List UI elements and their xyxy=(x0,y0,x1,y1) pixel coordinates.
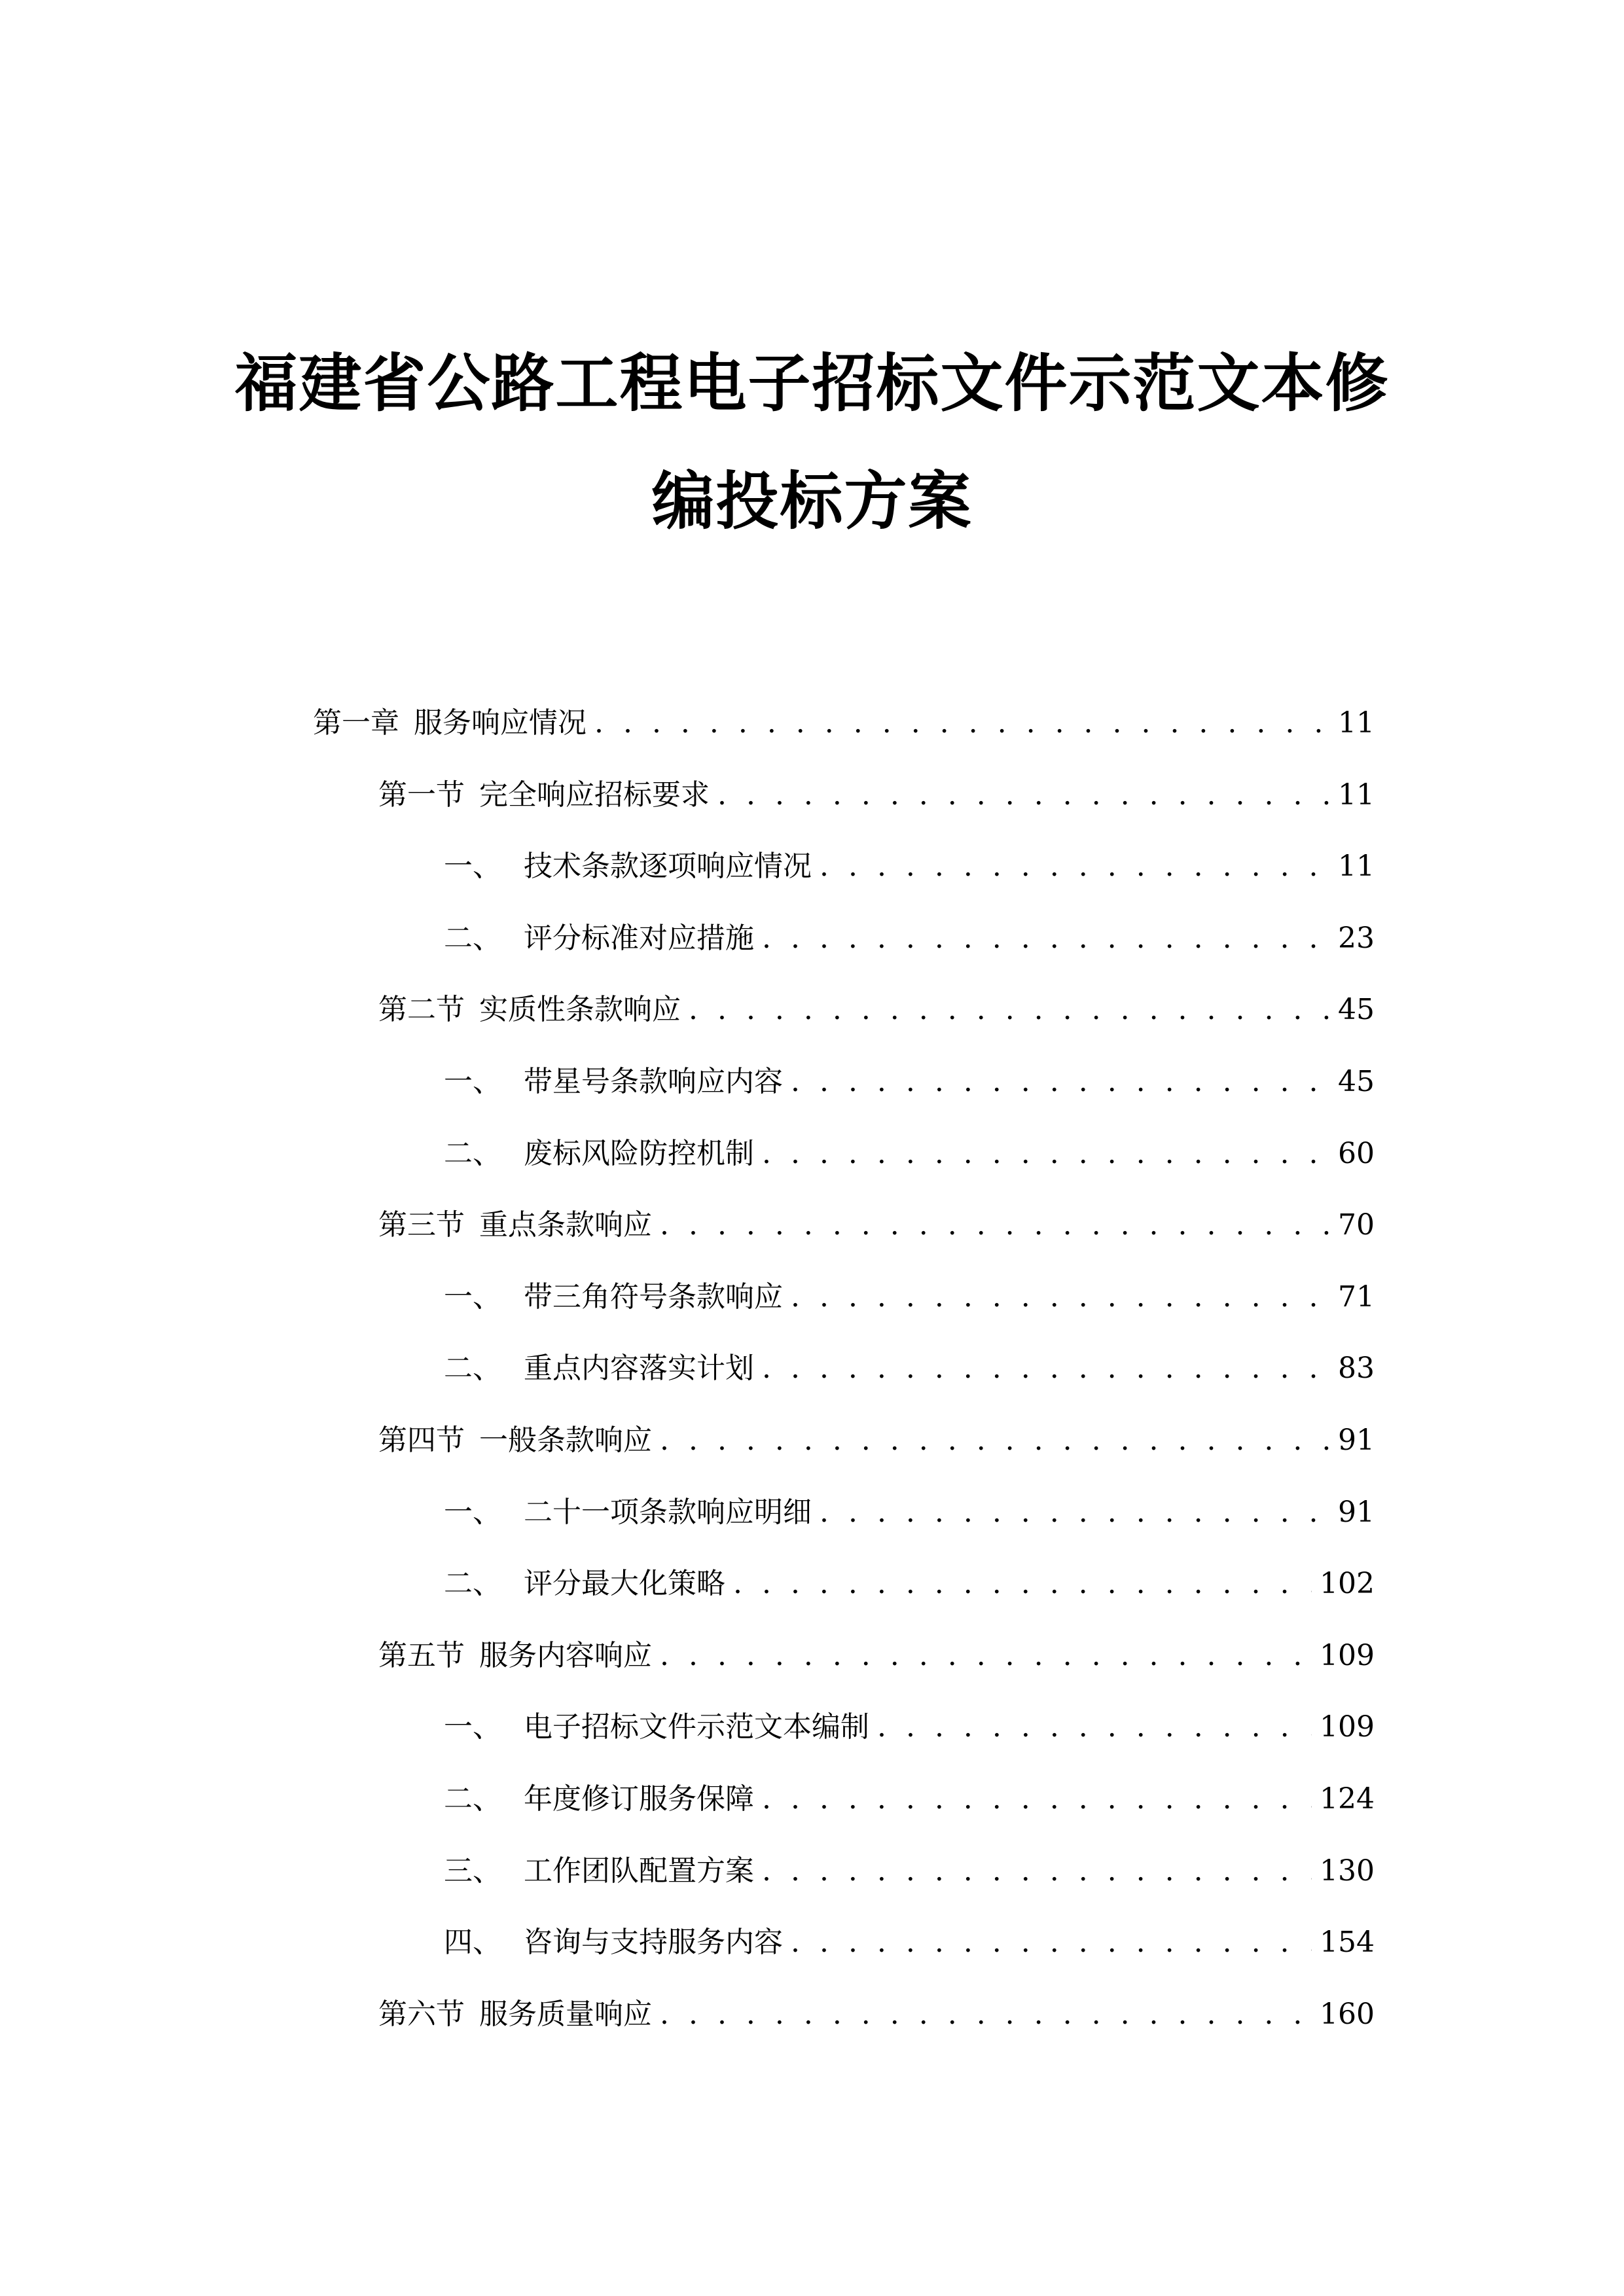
toc-entry-label: 带星号条款响应内容 xyxy=(524,1065,783,1098)
toc-entry-label: 评分最大化策略 xyxy=(524,1567,725,1601)
toc-entry-label: 评分标准对应措施 xyxy=(524,921,754,955)
toc-entry-label: 完全响应招标要求 xyxy=(479,778,710,812)
toc-dot-leader xyxy=(762,1776,1312,1822)
toc-entry-page: 109 xyxy=(1320,1638,1375,1672)
toc-dot-leader xyxy=(689,987,1330,1033)
toc-entry-label: 废标风险防控机制 xyxy=(524,1136,754,1170)
toc-entry-label: 重点条款响应 xyxy=(479,1208,652,1242)
toc-dot-leader xyxy=(660,1202,1330,1248)
toc-dot-leader xyxy=(762,1346,1330,1391)
toc-entry-label: 咨询与支持服务内容 xyxy=(524,1926,783,1960)
toc-entry-label: 服务响应情况 xyxy=(414,706,586,740)
toc-entry[interactable] xyxy=(0,1561,1375,1607)
toc-entry-page: 60 xyxy=(1338,1136,1375,1170)
toc-dot-leader xyxy=(717,772,1330,818)
toc-entry-page: 154 xyxy=(1320,1926,1375,1960)
toc-entry-number: 四、 xyxy=(444,1926,501,1960)
toc-entry-number: 二、 xyxy=(444,921,501,955)
toc-dot-leader xyxy=(820,1490,1330,1535)
toc-entry[interactable] xyxy=(0,772,1375,818)
toc-entry[interactable] xyxy=(0,987,1375,1033)
toc-entry[interactable] xyxy=(0,1848,1375,1894)
toc-dot-leader xyxy=(594,700,1330,746)
toc-dot-leader xyxy=(660,1418,1330,1463)
toc-entry-label: 电子招标文件示范文本编制 xyxy=(524,1710,869,1744)
toc-entry-page: 124 xyxy=(1320,1782,1375,1816)
toc-entry-number: 第四节 xyxy=(378,1424,465,1457)
toc-entry[interactable] xyxy=(0,1274,1375,1320)
toc-entry-number: 第五节 xyxy=(378,1638,465,1672)
toc-entry-label: 服务内容响应 xyxy=(479,1638,652,1672)
toc-entry-page: 11 xyxy=(1338,706,1375,740)
toc-dot-leader xyxy=(762,1131,1330,1177)
toc-entry-label: 重点内容落实计划 xyxy=(524,1352,754,1386)
toc-entry-page: 11 xyxy=(1338,778,1375,812)
toc-entry-number: 二、 xyxy=(444,1352,501,1386)
toc-entry-number: 第六节 xyxy=(378,1997,465,2031)
toc-entry-label: 实质性条款响应 xyxy=(479,993,681,1027)
toc-entry-page: 11 xyxy=(1338,850,1375,884)
toc-entry-number: 第二节 xyxy=(378,993,465,1027)
toc-entry[interactable] xyxy=(0,1776,1375,1822)
toc-entry-number: 二、 xyxy=(444,1567,501,1601)
toc-entry-page: 71 xyxy=(1338,1280,1375,1314)
toc-entry[interactable] xyxy=(0,1131,1375,1177)
toc-entry-label: 二十一项条款响应明细 xyxy=(524,1495,812,1529)
toc-dot-leader xyxy=(877,1704,1312,1750)
toc-dot-leader xyxy=(791,1920,1312,1965)
toc-entry[interactable] xyxy=(0,1992,1375,2037)
toc-entry-number: 一、 xyxy=(444,1710,501,1744)
toc-dot-leader xyxy=(820,844,1330,889)
toc-entry-number: 三、 xyxy=(444,1854,501,1888)
toc-entry[interactable] xyxy=(0,1418,1375,1463)
toc-dot-leader xyxy=(733,1561,1312,1607)
toc-dot-leader xyxy=(791,1059,1330,1105)
toc-entry-number: 二、 xyxy=(444,1782,501,1816)
toc-entry-label: 服务质量响应 xyxy=(479,1997,652,2031)
toc-entry-page: 91 xyxy=(1338,1495,1375,1529)
toc-entry-page: 45 xyxy=(1338,1065,1375,1098)
toc-dot-leader xyxy=(762,916,1330,961)
toc-entry-number: 第一节 xyxy=(378,778,465,812)
toc-entry-page: 102 xyxy=(1320,1567,1375,1601)
toc-entry-page: 160 xyxy=(1320,1997,1375,2031)
toc-entry-page: 23 xyxy=(1338,921,1375,955)
toc-entry[interactable] xyxy=(0,1704,1375,1750)
toc-entry[interactable] xyxy=(0,844,1375,889)
toc-entry-page: 130 xyxy=(1320,1854,1375,1888)
toc-entry-page: 91 xyxy=(1338,1424,1375,1457)
toc-entry-page: 83 xyxy=(1338,1352,1375,1386)
toc-dot-leader xyxy=(791,1274,1330,1320)
toc-dot-leader xyxy=(762,1848,1312,1894)
toc-entry-label: 一般条款响应 xyxy=(479,1424,652,1457)
toc-entry[interactable] xyxy=(0,916,1375,961)
toc-entry[interactable] xyxy=(0,1346,1375,1391)
toc-entry[interactable] xyxy=(0,1633,1375,1679)
toc-entry-number: 一、 xyxy=(444,850,501,884)
toc-entry-label: 技术条款逐项响应情况 xyxy=(524,850,812,884)
toc-entry-page: 109 xyxy=(1320,1710,1375,1744)
toc-entry[interactable] xyxy=(0,1490,1375,1535)
toc-dot-leader xyxy=(660,1992,1312,2037)
toc-entry-label: 工作团队配置方案 xyxy=(524,1854,754,1888)
document-title-line-2: 编投标方案 xyxy=(651,465,973,538)
toc-entry-number: 一、 xyxy=(444,1065,501,1098)
toc-entry-page: 45 xyxy=(1338,993,1375,1027)
toc-entry-label: 年度修订服务保障 xyxy=(524,1782,754,1816)
toc-entry-number: 一、 xyxy=(444,1280,501,1314)
toc-entry-page: 70 xyxy=(1338,1208,1375,1242)
toc-entry[interactable] xyxy=(0,700,1375,746)
toc-entry-number: 二、 xyxy=(444,1136,501,1170)
toc-entry[interactable] xyxy=(0,1059,1375,1105)
document-title-line-1: 福建省公路工程电子招标文件示范文本修 xyxy=(234,347,1390,420)
toc-entry-label: 带三角符号条款响应 xyxy=(524,1280,783,1314)
toc-dot-leader xyxy=(660,1633,1312,1679)
toc-entry[interactable] xyxy=(0,1202,1375,1248)
toc-entry[interactable] xyxy=(0,1920,1375,1965)
toc-entry-number: 一、 xyxy=(444,1495,501,1529)
toc-entry-number: 第一章 xyxy=(313,706,399,740)
toc-entry-number: 第三节 xyxy=(378,1208,465,1242)
